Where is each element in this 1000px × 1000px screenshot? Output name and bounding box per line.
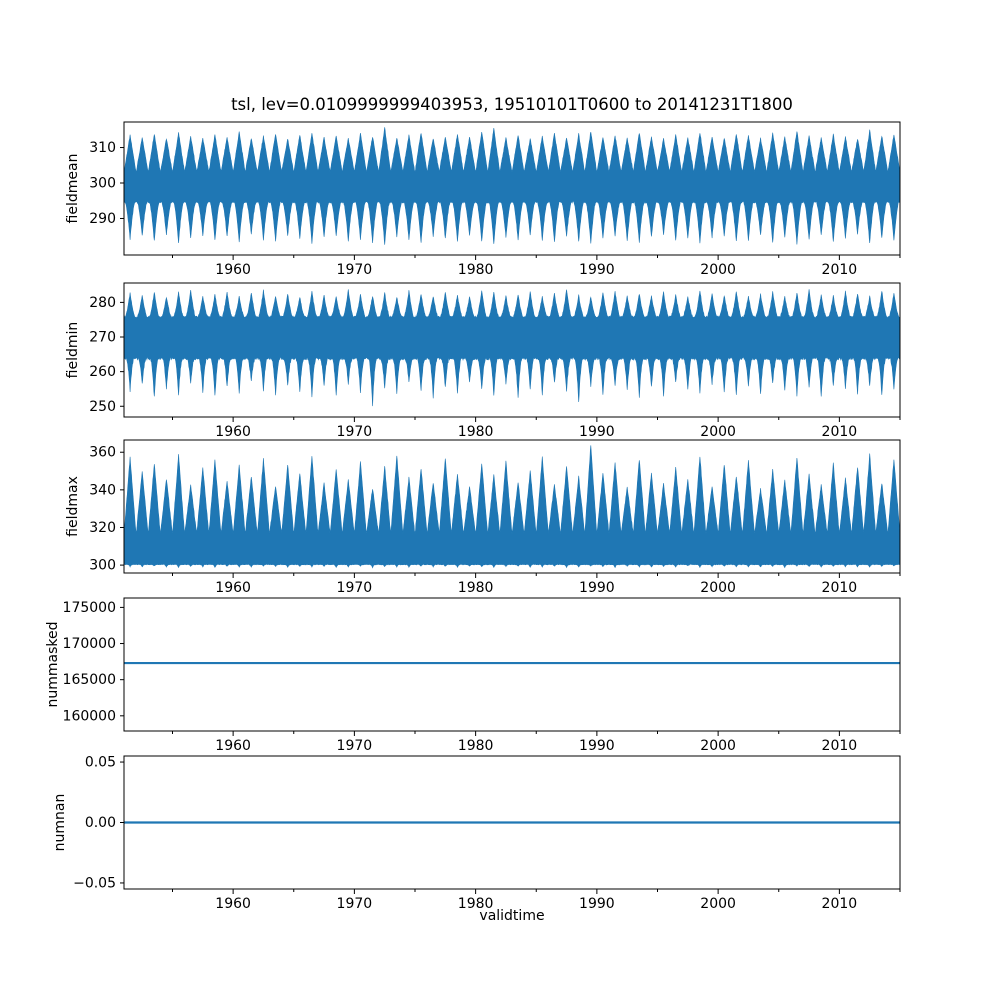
x-tick-label: 1960	[215, 262, 251, 278]
y-tick-label: 290	[89, 210, 116, 227]
y-tick-label: 0.05	[84, 754, 116, 771]
y-tick-label: 280	[89, 294, 116, 311]
figure-title: tsl, lev=0.0109999999403953, 19510101T0600 to 20141231T1800	[231, 95, 793, 114]
subplot-nummasked	[45, 598, 900, 754]
y-axis-label-fieldmin: fieldmin	[65, 321, 81, 379]
x-tick-label: 1970	[336, 580, 373, 596]
x-tick-label: 1960	[215, 424, 251, 440]
y-tick-label: −0.05	[73, 875, 116, 892]
x-tick-label: 2010	[821, 738, 858, 754]
y-axis-label-nummasked: nummasked	[45, 621, 61, 708]
x-tick-label: 1980	[457, 580, 494, 596]
y-tick-label: 170000	[62, 636, 116, 653]
y-tick-label: 340	[89, 482, 116, 499]
y-tick-label: 175000	[62, 599, 116, 616]
x-tick-label: 1970	[336, 424, 373, 440]
subplot-fieldmean	[65, 122, 900, 278]
series-band-fieldmax	[124, 445, 900, 567]
x-tick-label: 1970	[336, 896, 373, 912]
subplot-fieldmin	[65, 283, 900, 440]
x-tick-label: 1960	[215, 896, 251, 912]
y-tick-label: 270	[89, 329, 116, 346]
x-tick-label: 1980	[457, 424, 494, 440]
y-tick-label: 310	[89, 140, 116, 157]
y-tick-label: 260	[89, 364, 116, 381]
x-tick-label: 2000	[700, 262, 736, 278]
x-tick-label: 2000	[700, 896, 736, 912]
x-tick-label: 2010	[821, 580, 858, 596]
x-tick-label: 2010	[821, 424, 858, 440]
x-tick-label: 1980	[457, 896, 494, 912]
x-tick-label: 1990	[579, 738, 615, 754]
y-axis-label-fieldmax: fieldmax	[65, 476, 81, 537]
x-tick-label: 1960	[215, 738, 251, 754]
x-tick-label: 2000	[700, 580, 736, 596]
x-tick-label: 1970	[336, 262, 373, 278]
y-tick-label: 320	[89, 519, 116, 536]
x-tick-label: 1980	[457, 738, 494, 754]
series-band-fieldmean	[124, 127, 900, 244]
y-tick-label: 250	[89, 398, 116, 415]
subplot-fieldmax	[65, 440, 900, 596]
axes-frame	[124, 598, 900, 731]
x-tick-label: 1990	[579, 424, 615, 440]
x-tick-label: 1970	[336, 738, 373, 754]
y-tick-label: 360	[89, 444, 116, 461]
y-tick-label: 160000	[62, 708, 116, 725]
y-tick-label: 300	[89, 557, 116, 574]
x-tick-label: 2000	[700, 424, 736, 440]
x-tick-label: 1980	[457, 262, 494, 278]
x-tick-label: 2000	[700, 738, 736, 754]
y-tick-label: 300	[89, 175, 116, 192]
y-axis-label-numnan: numnan	[52, 793, 68, 852]
x-tick-label: 1960	[215, 580, 251, 596]
x-tick-label: 2010	[821, 896, 858, 912]
series-band-fieldmin	[124, 289, 900, 406]
y-axis-label-fieldmean: fieldmean	[65, 153, 81, 224]
x-tick-label: 1990	[579, 262, 615, 278]
y-tick-label: 0.00	[84, 815, 116, 831]
y-tick-label: 165000	[62, 672, 116, 689]
x-tick-label: 1990	[579, 580, 615, 596]
x-tick-label: 2010	[821, 262, 858, 278]
subplot-numnan	[52, 755, 900, 912]
x-axis-label: validtime	[479, 908, 545, 924]
x-tick-label: 1990	[579, 896, 615, 912]
